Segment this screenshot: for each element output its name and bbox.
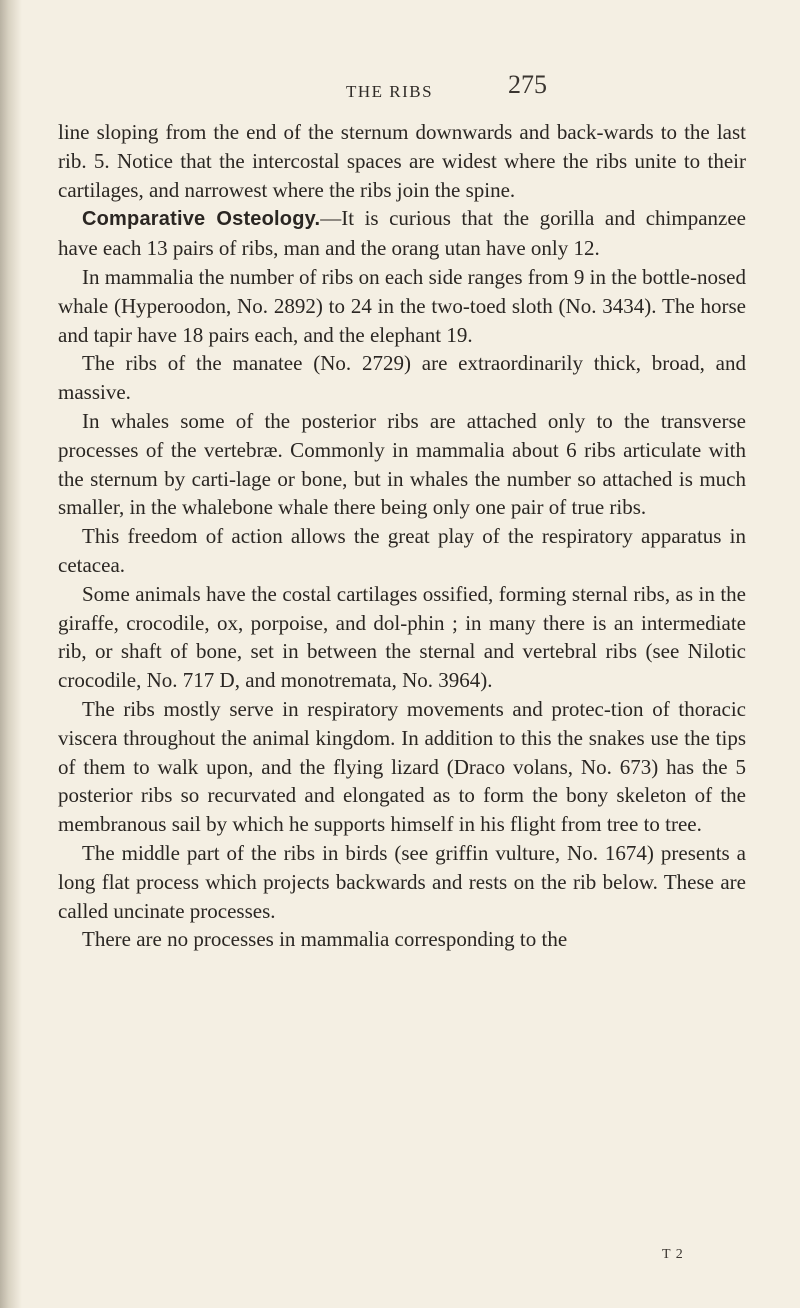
paragraph-7: Some animals have the costal cartilages ossified, forming sternal ribs, as in the giraffe, crocodile, ox, porpoise, and dol-phin ; in many there is an intermediate rib, or shaft of bone, set in between the sternal and vertebral ribs (see Nilotic crocodile, No. 717 D, and monotremata, No. 3964).	[58, 581, 746, 693]
paragraph-3: In mammalia the number of ribs on each side ranges from 9 in the bottle-nosed whale (Hyperoodon, No. 2892) to 24 in the two-toed sloth (No. 3434). The horse and tapir have 18 pairs each, and the elephant 19.	[58, 264, 746, 347]
signature-mark: T 2	[662, 1247, 684, 1262]
paragraph-8: The ribs mostly serve in respiratory movements and protec-tion of thoracic viscera throughout the animal kingdom. In addition to this the snakes use the tips of them to walk upon, and the flying lizard (Draco volans, No. 673) has the 5 posterior ribs so recurvated and elongated as to form the bony skeleton of the membranous sail by which he supports himself in his flight from tree to tree.	[58, 696, 746, 837]
paragraph-9: The middle part of the ribs in birds (see griffin vulture, No. 1674) presents a long flat process which projects backwards and rests on the rib below. These are called uncinate processes.	[58, 840, 746, 923]
paragraph-6: This freedom of action allows the great play of the respiratory apparatus in cetacea.	[58, 524, 746, 577]
paragraph-2	[58, 204, 746, 263]
body-text	[58, 118, 746, 954]
paragraph-2-text: —It is curious that the gorilla and chimpanzee have each 13 pairs of ribs, man and the orang utan have only 12.	[58, 206, 746, 261]
paragraph-1: line sloping from the end of the sternum downwards and back-wards to the last rib. 5. Notice that the intercostal spaces are widest where the ribs unite to their cartilages, and narrowest where the ribs join the spine.	[58, 120, 746, 202]
running-head	[0, 70, 800, 108]
paragraph-5: In whales some of the posterior ribs are attached only to the transverse processes of the vertebræ. Commonly in mammalia about 6 ribs articulate with the sternum by carti-lage or bone, but in whales the number so attached is much smaller, in the whalebone whale there being only one pair of true ribs.	[58, 408, 746, 520]
paragraph-4: The ribs of the manatee (No. 2729) are extraordinarily thick, broad, and massive.	[58, 351, 746, 405]
page-number: 275	[508, 70, 547, 99]
paragraph-10: There are no processes in mammalia corresponding to the	[82, 927, 568, 952]
running-title: THE RIBS	[346, 82, 434, 101]
section-heading: Comparative Osteology.	[82, 208, 321, 231]
